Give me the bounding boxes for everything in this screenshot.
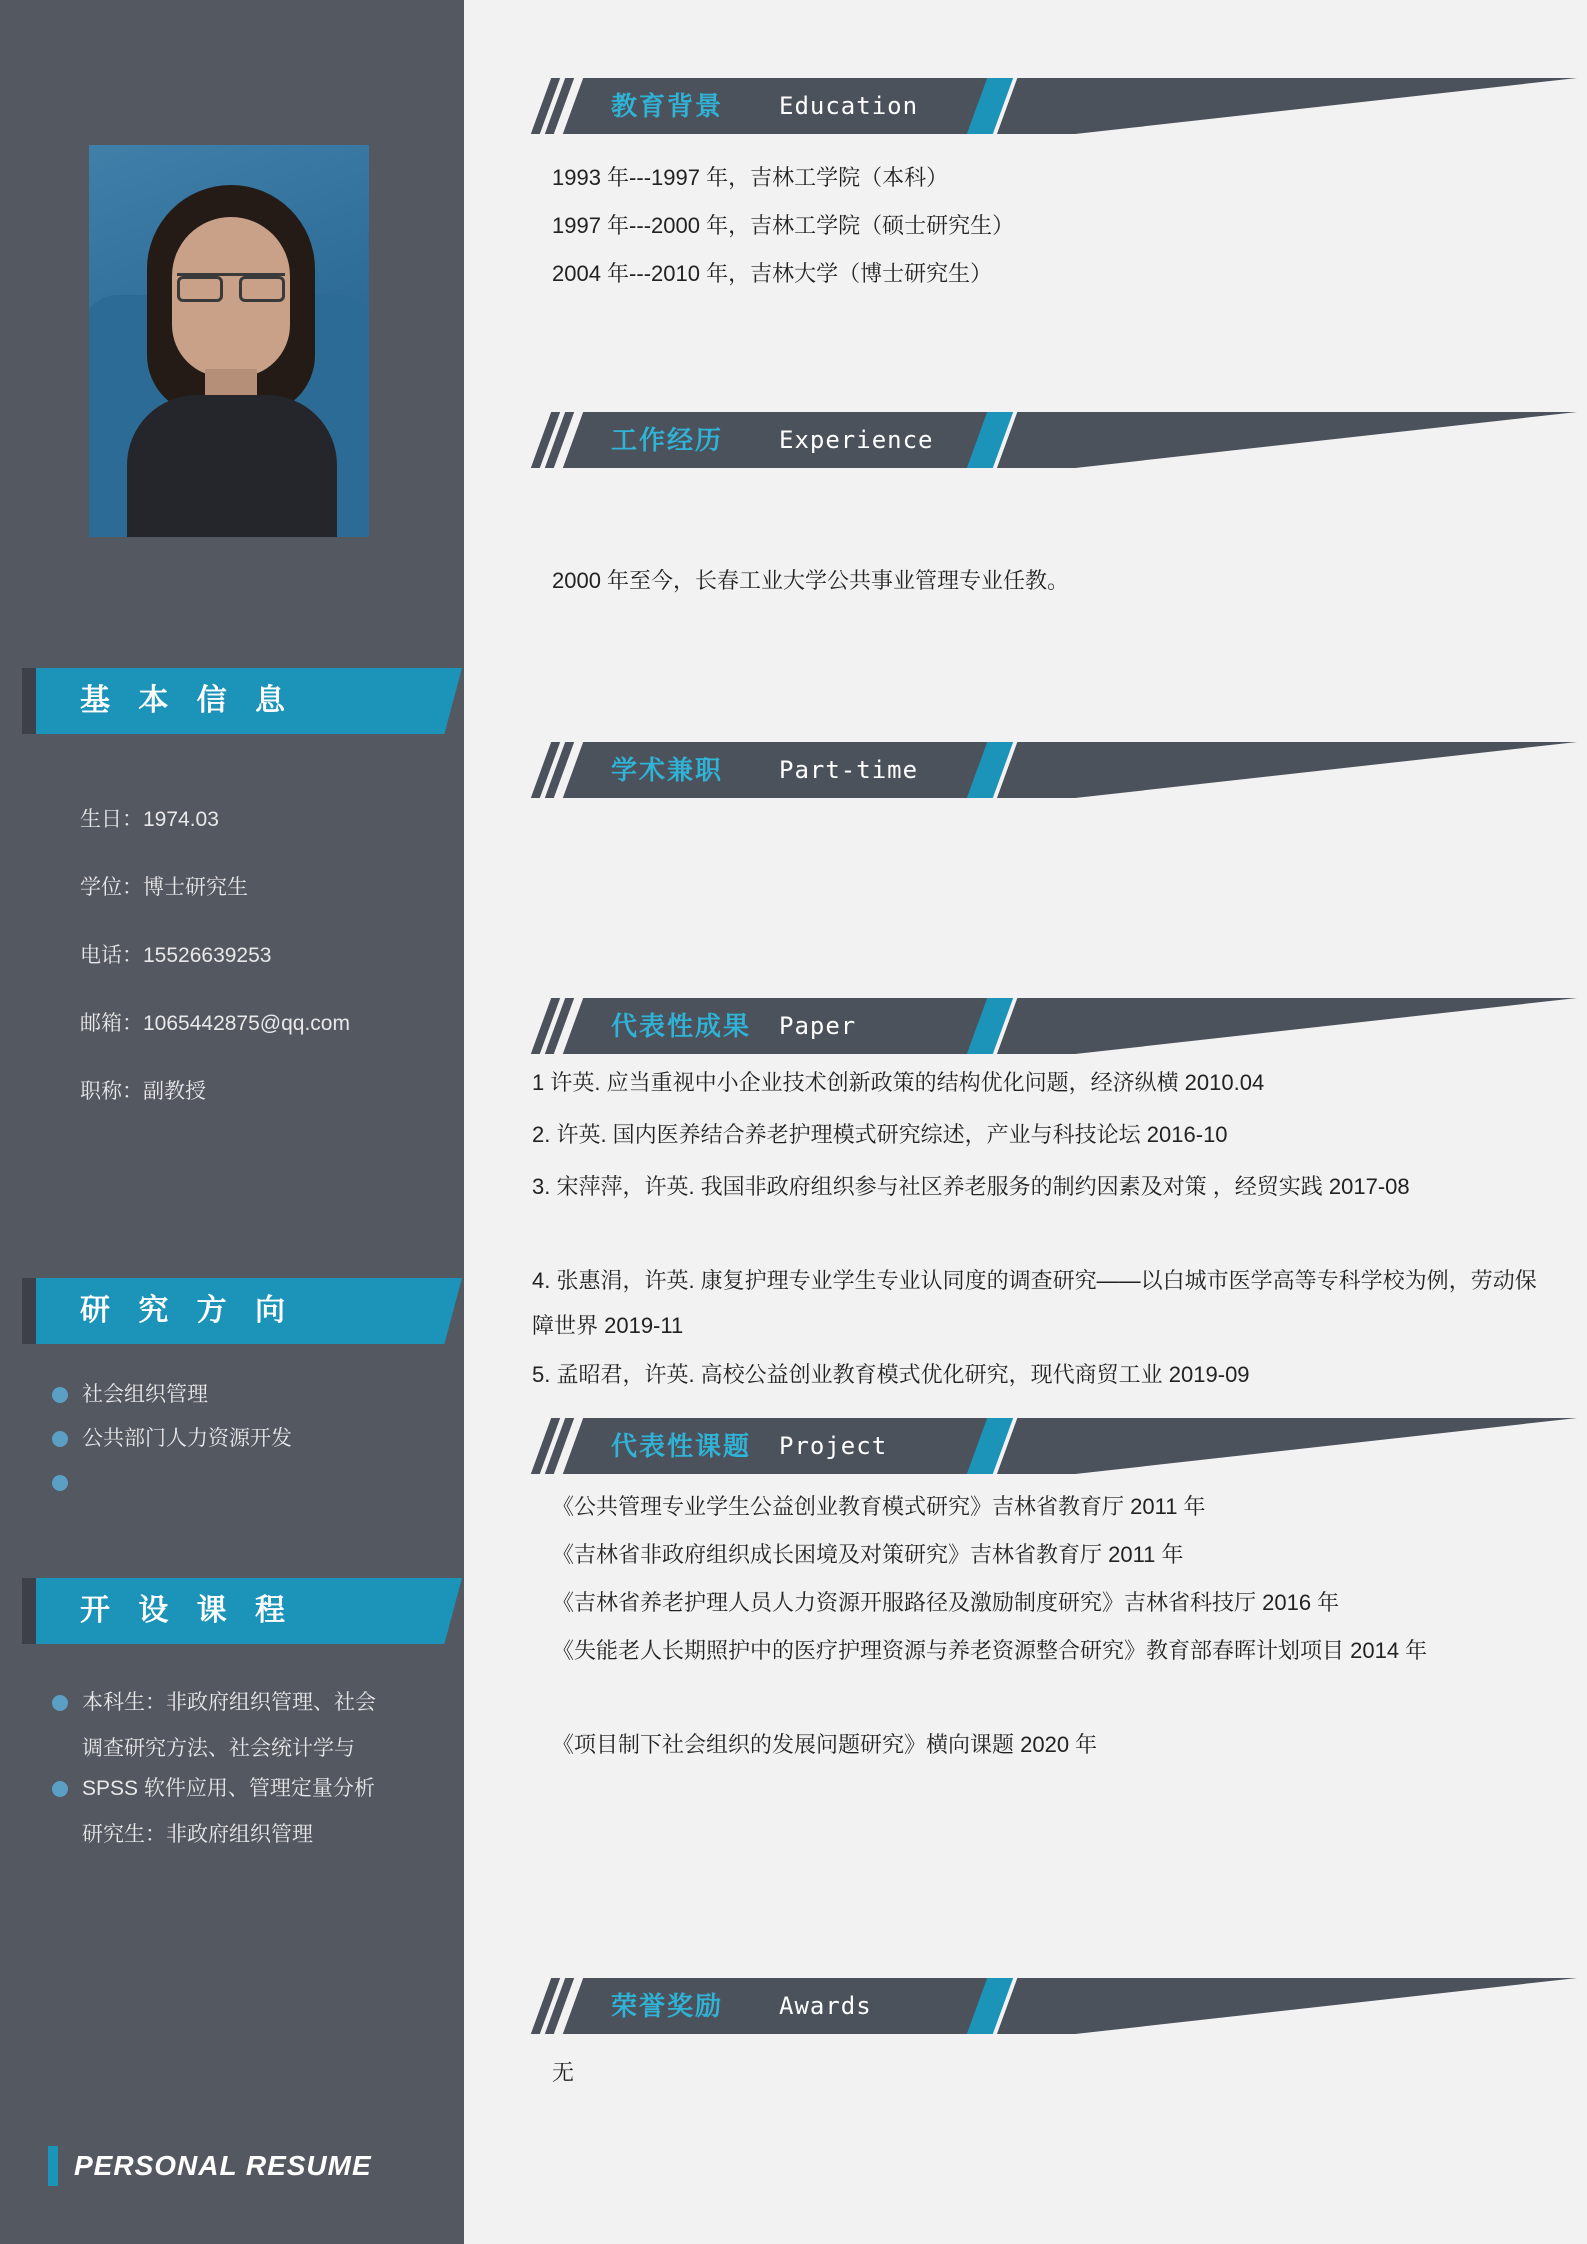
basic-info-birthday: 生日：1974.03	[80, 808, 219, 831]
education-line-1: 1993 年---1997 年，吉林工学院（本科）	[552, 165, 949, 190]
paper-line-3: 3. 宋萍萍，许英. 我国非政府组织参与社区养老服务的制约因素及对策 ，经贸实践 2017-08	[532, 1174, 1410, 1199]
paper-line-1: 1 许英. 应当重视中小企业技术创新政策的结构优化问题，经济纵横 2010.04	[532, 1070, 1265, 1095]
project-line-5: 《项目制下社会组织的发展问题研究》横向课题 2020 年	[552, 1732, 1098, 1757]
list-item	[52, 1380, 292, 1410]
section-title-cn-awards: 荣誉奖励	[611, 1991, 724, 2021]
photo-glasses	[177, 273, 285, 298]
section-header-awards	[539, 1978, 1557, 2034]
header-tail	[997, 742, 1577, 798]
sidebar-heading-basic-info	[22, 668, 480, 734]
sidebar-heading-research-label: 研 究 方 向	[80, 1294, 296, 1327]
photo-body	[127, 395, 337, 537]
basic-info-email: 邮箱：1065442875@qq.com	[80, 1012, 350, 1035]
section-header-paper	[539, 998, 1557, 1054]
course-line-3: SPSS 软件应用、管理定量分析	[82, 1777, 375, 1800]
main-content	[464, 0, 1587, 2244]
header-tail	[997, 78, 1577, 134]
bullet-dot-icon	[52, 1781, 68, 1797]
list-item	[52, 1688, 376, 1718]
experience-line-1: 2000 年至今，长春工业大学公共事业管理专业任教。	[552, 568, 1070, 593]
section-title-en-experience: Experience	[779, 426, 934, 454]
sidebar-heading-basic-info-label: 基 本 信 息	[80, 684, 296, 717]
basic-info-degree: 学位：博士研究生	[80, 876, 248, 899]
footer-brand	[48, 2146, 372, 2186]
research-direction-2: 公共部门人力资源开发	[82, 1427, 292, 1450]
bullet-dot-icon	[52, 1695, 68, 1711]
paper-line-5: 5. 孟昭君，许英. 高校公益创业教育模式优化研究，现代商贸工业 2019-09	[532, 1362, 1250, 1387]
section-title-en-paper: Paper	[779, 1012, 857, 1040]
banner-notch	[22, 1278, 36, 1344]
bullet-dot-icon	[52, 1387, 68, 1403]
research-direction-1: 社会组织管理	[82, 1383, 208, 1406]
section-title-cn-experience: 工作经历	[611, 425, 724, 455]
awards-line-1: 无	[552, 2060, 575, 2085]
section-title-en-awards: Awards	[779, 1992, 872, 2020]
list-item	[52, 1468, 292, 1491]
section-title-cn-parttime: 学术兼职	[611, 755, 724, 785]
education-line-3: 2004 年---2010 年，吉林大学（博士研究生）	[552, 261, 993, 286]
project-line-2: 《吉林省非政府组织成长困境及对策研究》吉林省教育厅 2011 年	[552, 1542, 1184, 1567]
section-title-cn-education: 教育背景	[611, 91, 724, 121]
sidebar-heading-courses	[22, 1578, 480, 1644]
paper-line-2: 2. 许英. 国内医养结合养老护理模式研究综述，产业与科技论坛 2016-10	[532, 1122, 1228, 1147]
basic-info-title: 职称：副教授	[80, 1080, 206, 1103]
banner-notch	[22, 1578, 36, 1644]
project-line-3: 《吉林省养老护理人员人力资源开服路径及激励制度研究》吉林省科技厅 2016 年	[552, 1590, 1340, 1615]
education-line-2: 1997 年---2000 年，吉林工学院（硕士研究生）	[552, 213, 1015, 238]
header-tail	[997, 1978, 1577, 2034]
sidebar-heading-research	[22, 1278, 480, 1344]
section-title-en-project: Project	[779, 1432, 888, 1460]
section-header-project	[539, 1418, 1557, 1474]
header-tail	[997, 412, 1577, 468]
section-title-cn-project: 代表性课题	[611, 1431, 752, 1461]
list-item	[52, 1774, 376, 1804]
sidebar	[0, 0, 464, 2244]
bullet-dot-icon	[52, 1431, 68, 1447]
section-header-education	[539, 78, 1557, 134]
footer-brand-label: PERSONAL RESUME	[74, 2150, 372, 2181]
course-line-2: 调查研究方法、社会统计学与	[82, 1737, 355, 1760]
footer-accent-bar	[48, 2146, 58, 2186]
section-title-cn-paper: 代表性成果	[611, 1011, 752, 1041]
header-tail	[997, 998, 1577, 1054]
header-tail	[997, 1418, 1577, 1474]
research-direction-list	[52, 1380, 292, 1505]
section-header-experience	[539, 412, 1557, 468]
sidebar-heading-courses-label: 开 设 课 程	[80, 1594, 296, 1627]
basic-info-phone: 电话：15526639253	[80, 944, 272, 967]
course-line-1: 本科生：非政府组织管理、社会	[82, 1691, 376, 1714]
banner-notch	[22, 668, 36, 734]
course-line-4: 研究生：非政府组织管理	[82, 1823, 313, 1846]
course-list	[52, 1688, 376, 1852]
list-item	[52, 1424, 292, 1454]
project-line-1: 《公共管理专业学生公益创业教育模式研究》吉林省教育厅 2011 年	[552, 1494, 1206, 1519]
paper-line-4: 4. 张惠涓，许英. 康复护理专业学生专业认同度的调查研究——以白城市医学高等专科学校为例，劳动保障世界 2019-11	[532, 1268, 1537, 1338]
portrait-photo	[89, 145, 369, 537]
project-line-4: 《失能老人长期照护中的医疗护理资源与养老资源整合研究》教育部春晖计划项目 2014 年	[552, 1638, 1428, 1663]
section-header-parttime	[539, 742, 1557, 798]
section-title-en-education: Education	[779, 92, 919, 120]
section-title-en-parttime: Part-time	[779, 756, 919, 784]
bullet-dot-icon	[52, 1475, 68, 1491]
